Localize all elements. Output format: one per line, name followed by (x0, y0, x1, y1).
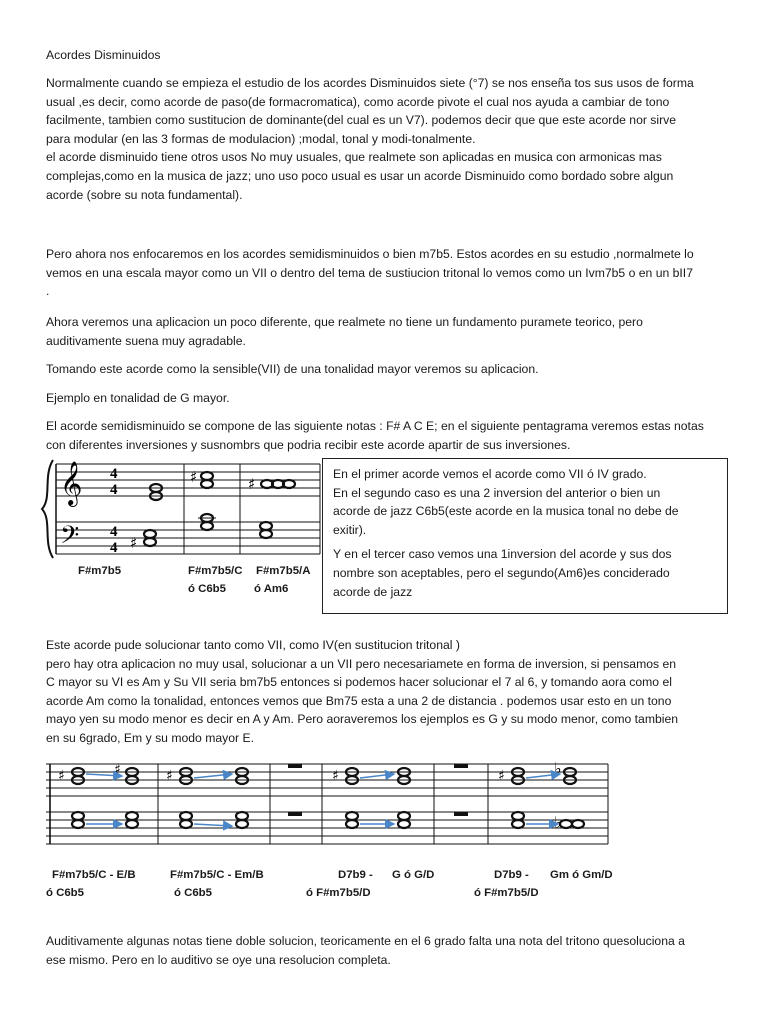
chord-label: ó C6b5 (188, 583, 226, 595)
time-sig-bottom: 4 (110, 482, 118, 498)
box-line: acorde de jazz (333, 584, 413, 599)
paragraph-6 (46, 417, 726, 454)
paragraph-7 (46, 636, 726, 748)
text-line: vemos en una escala mayor como un VII o dentro del tema de sustiucion tritonal lo vemos como un Ivm7b5 o en un bII7 (46, 265, 693, 280)
text-line: el acorde disminuido tiene otros usos No muy usuales, que realmete son aplicadas en musica con armonicas mas (46, 150, 662, 165)
text-line: en su 6grado, Em y su modo mayor E. (46, 730, 254, 745)
text-line: Ahora veremos una aplicacion un poco diferente, que realmete no tiene un fundamento puramete teorico, pero (46, 315, 643, 329)
explanation-box (322, 458, 728, 614)
box-line: Y en el tercer caso vemos una 1inversion del acorde y sus dos (333, 547, 672, 562)
text-line: con diferentes inversiones y susnombrs que podria recibir este acorde apartir de sus inversiones. (46, 437, 571, 452)
svg-text:♯: ♯ (332, 768, 339, 784)
text-line: acorde Am como la tonalidad, entonces vemos que Bm75 esta a una 2 de distancia . podemos usar esto en un tono (46, 693, 672, 708)
chord-label: D7b9 - (494, 869, 529, 881)
paragraph-3 (46, 313, 726, 350)
text-line: C mayor su VI es Am y Su VII seria bm7b5 entonces si podemos hacer solucionar el 7 al 6, y tomando aora como el (46, 675, 672, 690)
text-line: ese mismo. Pero en lo auditivo se oye una resolucion completa. (46, 952, 391, 967)
grand-staff-1 (44, 456, 324, 566)
text-line: mayo yen su modo menor es decir en A y Am. Pero aoraveremos los ejemplos es G y su modo menor, como tambien (46, 712, 679, 727)
box-line: exitir). (333, 522, 367, 537)
svg-text:♯: ♯ (248, 475, 256, 493)
bass-clef-icon: 𝄢 (60, 521, 80, 556)
text-line: acorde (sobre su nota fundamental). (46, 187, 243, 202)
paragraph-2 (46, 245, 726, 301)
grand-staff-2 (46, 754, 610, 854)
svg-text:♯: ♯ (190, 468, 198, 486)
treble-clef-icon: 𝄞 (60, 461, 83, 505)
chord-label: F#m7b5/A (256, 565, 311, 577)
text-line: auditivamente suena muy agradable. (46, 333, 246, 348)
chord-label: ó Am6 (254, 583, 289, 595)
box-line: nombre son aceptables, pero el segundo(Am6)es conciderado (333, 565, 670, 580)
text-line: El acorde semidisminuido se compone de las siguiente notas : F# A C E; en el siguiente pentagrama veremos estas notas (46, 419, 704, 433)
paragraph-4: Tomando este acorde como la sensible(VII) de una tonalidad mayor veremos su aplicacion. (46, 362, 539, 376)
text-line: pero hay otra aplicacion no muy usal, solucionar a un VII pero necesariamete en forma de inversion, si pensamos en (46, 656, 677, 671)
chord-label: F#m7b5/C - E/B (52, 869, 136, 881)
box-line: En el segundo caso es una 2 inversion del anterior o bien un (333, 485, 661, 500)
chord-label: F#m7b5/C (188, 565, 243, 577)
text-line: . (46, 284, 50, 299)
svg-text:♯: ♯ (130, 534, 138, 552)
box-line: En el primer acorde vemos el acorde como VII ó IV grado. (333, 467, 647, 481)
chord-label: ó C6b5 (174, 887, 212, 899)
text-line: complejas,como en la musica de jazz; uno uso poco usual es usar un acorde Disminuido como bordado sobre algun (46, 168, 674, 183)
chord-label: F#m7b5/C - Em/B (170, 869, 264, 881)
chord-label: F#m7b5 (78, 565, 122, 577)
time-sig-top: 4 (110, 524, 118, 540)
chord-label: D7b9 - (338, 869, 373, 881)
svg-text:♭: ♭ (554, 813, 562, 832)
chord-label: Gm ó Gm/D (550, 869, 613, 881)
time-sig-top: 4 (110, 466, 118, 482)
svg-text:♯: ♯ (58, 768, 65, 784)
svg-text:♯: ♯ (114, 762, 121, 778)
chord-label: ó C6b5 (46, 887, 84, 899)
text-line: usual ,es decir, como acorde de paso(de formacromatica), como acorde pivote el cual nos ayuda a cambiar de tono (46, 94, 670, 109)
svg-text:♯: ♯ (166, 768, 173, 784)
paragraph-8 (46, 932, 726, 969)
text-line: facilmente, tambien como sustitucion de dominante(del cual es un V7). podemos decir que que este acorde nor sirve (46, 113, 677, 128)
chord-label: ó F#m7b5/D (306, 887, 371, 899)
resolution-arrows (86, 774, 560, 826)
text-line: Este acorde pude solucionar tanto como VII, como IV(en sustitucion tritonal ) (46, 638, 460, 652)
svg-text:♯: ♯ (498, 768, 505, 784)
box-line: acorde de jazz C6b5(este acorde en la musica tonal no debe de (333, 504, 679, 519)
text-line: Pero ahora nos enfocaremos en los acordes semidisminuidos o bien m7b5. Estos acordes en su estudio ,normalmete lo (46, 247, 694, 261)
svg-text:♭: ♭ (554, 759, 562, 778)
text-line: Normalmente cuando se empieza el estudio de los acordes Disminuidos siete (°7) se nos enseña tos sus usos de forma (46, 76, 694, 90)
text-line: Auditivamente algunas notas tiene doble solucion, teoricamente en el 6 grado falta una nota del tritono quesoluciona a (46, 934, 685, 948)
chord-label: ó F#m7b5/D (474, 887, 539, 899)
time-sig-bottom: 4 (110, 540, 118, 556)
page-title: Acordes Disminuidos (46, 48, 161, 62)
chord-label: G ó G/D (392, 869, 435, 881)
paragraph-5: Ejemplo en tonalidad de G mayor. (46, 391, 230, 405)
brace-icon (42, 460, 53, 558)
text-line: para modular (en las 3 formas de modulacion) ;modal, tonal y modi-tonalmente. (46, 131, 476, 146)
paragraph-1 (46, 74, 726, 204)
